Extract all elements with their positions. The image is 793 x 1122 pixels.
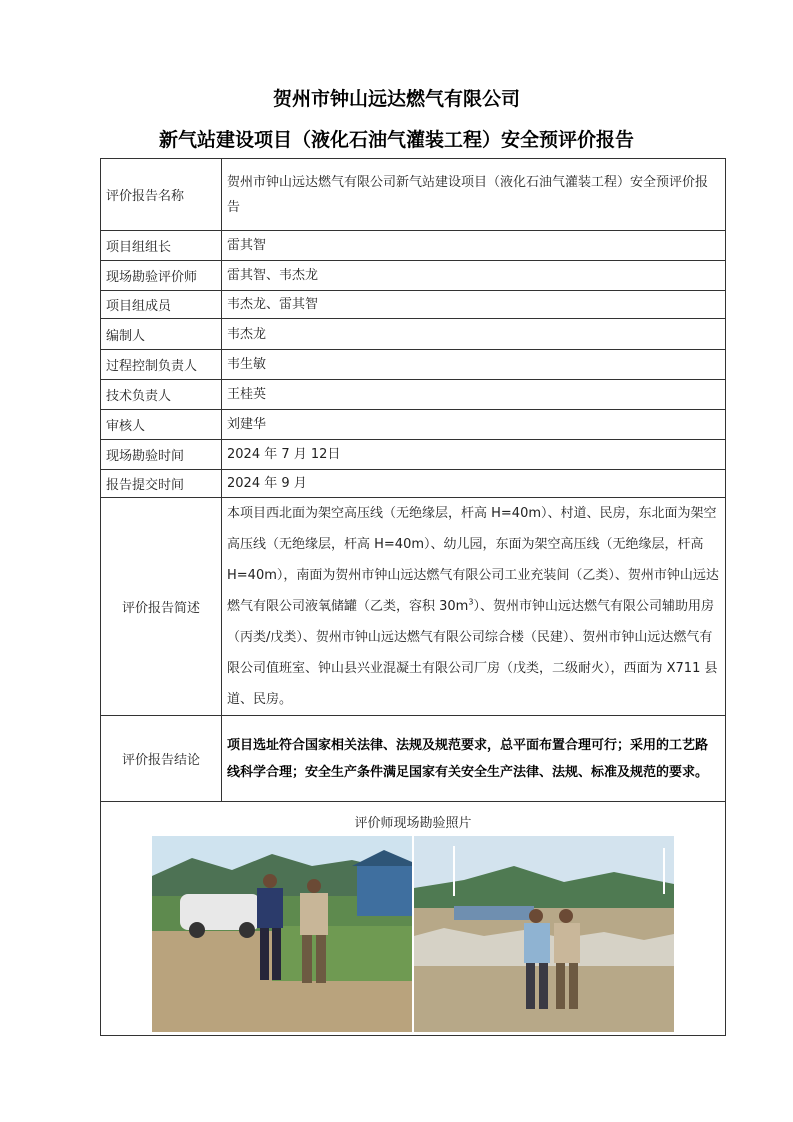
photo-section: [101, 802, 726, 1036]
table-row: [101, 291, 726, 319]
company-title: 贺州市钟山远达燃气有限公司: [272, 88, 520, 110]
row-value: 韦杰龙: [222, 319, 726, 350]
row-label: 审核人: [101, 410, 222, 440]
row-value: 2024 年 9 月: [222, 470, 726, 498]
table-row: [101, 410, 726, 440]
row-value: 韦生敏: [222, 350, 726, 380]
table-row: [101, 319, 726, 350]
row-label: 技术负责人: [101, 380, 222, 410]
summary-text-part: ）、贺州市钟山远达燃气有限公司辅助用房（丙类/戊类）、贺州市钟山远达燃气有限公司综合楼（民建）、贺州市钟山远达燃气有限公司值班室、钟山县兴业混凝土有限公司厂房（戊类，二级耐火），西面为 X711 县道、民房。: [227, 599, 718, 707]
table-row: [101, 159, 726, 231]
site-photo-2: [414, 836, 674, 1032]
conclusion-text: 项目选址符合国家相关法律、法规及规范要求，总平面布置合理可行；采用的工艺路线科学合理；安全生产条件满足国家有关安全生产法律、法规、标准及规范的要求。: [222, 716, 726, 802]
row-value: 雷其智、韦杰龙: [222, 261, 726, 291]
conclusion-label: 评价报告结论: [101, 716, 222, 802]
report-info-table: [100, 158, 726, 1036]
row-label: 报告提交时间: [101, 470, 222, 498]
summary-text-part: 本项目西北面为架空高压线（无绝缘层，杆高 H=40m）、村道、民房，东北面为架空高压线（无绝缘层，杆高 H=40m）、幼儿园，东面为架空高压线（无绝缘层，杆高 H=40m），南面为贺州市钟山远达燃气有限公司工业充装间（乙类）、贺州市钟山远达燃气有限公司液氧储罐（乙类，容积 30m: [227, 506, 719, 614]
row-label: 评价报告名称: [101, 159, 222, 231]
table-row: [101, 380, 726, 410]
site-photo-1: [152, 836, 412, 1032]
table-row: [101, 261, 726, 291]
row-value: 刘建华: [222, 410, 726, 440]
row-value: 雷其智: [222, 231, 726, 261]
row-value: 韦杰龙、雷其智: [222, 291, 726, 319]
row-label: 编制人: [101, 319, 222, 350]
row-label: 项目组成员: [101, 291, 222, 319]
row-value: 2024 年 7 月 12日: [222, 440, 726, 470]
table-row: [101, 470, 726, 498]
table-row: [101, 802, 726, 1036]
row-label: 项目组组长: [101, 231, 222, 261]
summary-superscript: 3: [468, 597, 474, 607]
table-row: [101, 350, 726, 380]
row-value: 贺州市钟山远达燃气有限公司新气站建设项目（液化石油气灌装工程）安全预评价报告: [222, 159, 726, 231]
row-value: 王桂英: [222, 380, 726, 410]
summary-text: [222, 498, 726, 716]
photo-row: [101, 836, 725, 1032]
row-label: 现场勘验评价师: [101, 261, 222, 291]
table-row: [101, 498, 726, 716]
photo-caption: 评价师现场勘验照片: [354, 816, 472, 831]
row-label: 现场勘验时间: [101, 440, 222, 470]
row-label: 过程控制负责人: [101, 350, 222, 380]
table-row: [101, 440, 726, 470]
table-row: [101, 716, 726, 802]
summary-label: 评价报告简述: [101, 498, 222, 716]
report-title: 新气站建设项目（液化石油气灌装工程）安全预评价报告: [158, 129, 634, 151]
table-row: [101, 231, 726, 261]
